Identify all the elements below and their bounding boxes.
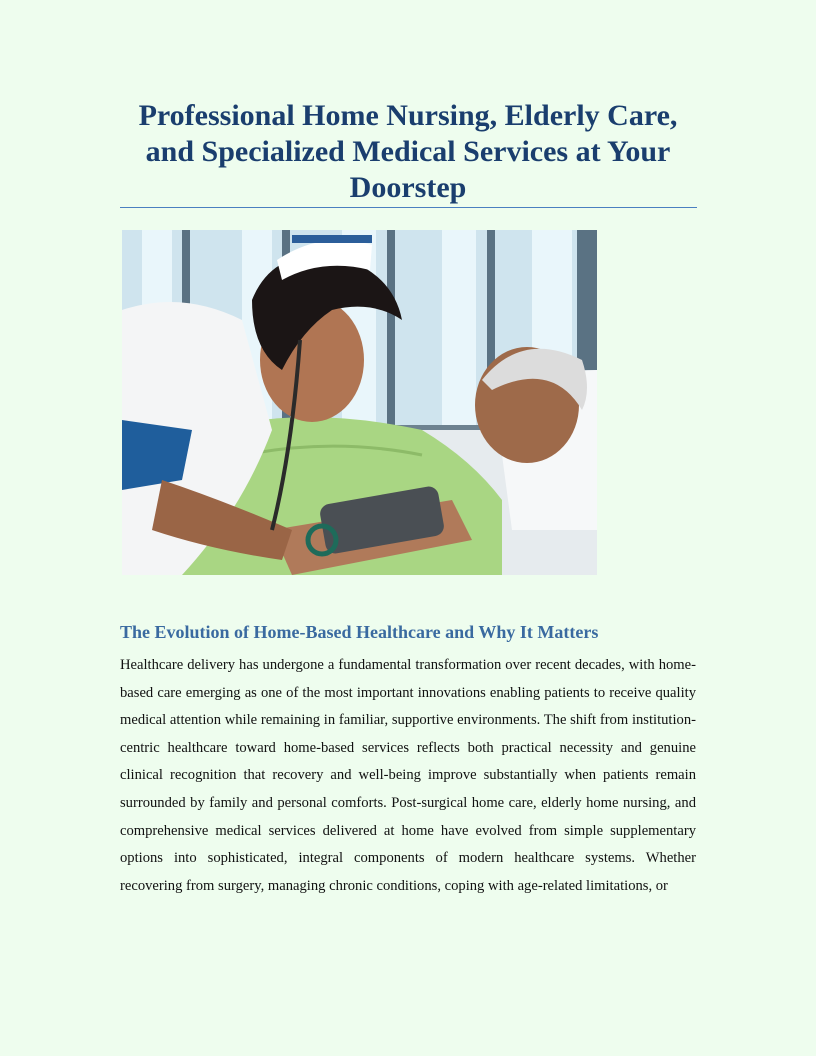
title-divider <box>120 207 697 208</box>
page-title: Professional Home Nursing, Elderly Care, and Specialized Medical Services at Your Doorstep <box>138 99 678 204</box>
nurse-patient-photo <box>122 230 597 575</box>
body-paragraph: Healthcare delivery has undergone a fundamental transformation over recent decades, with home-based care emerging as one of the most important innovations enabling patients to receive quality medical attention while remaining in familiar, supportive environments. The shift from institution-centric healthcare toward home-based services reflects both practical necessity and genuine clinical recognition that recovery and well-being improve substantially when patients remain surrounded by family and personal comforts. Post-surgical home care, elderly home nursing, and comprehensive medical services delivered at home have evolved from simple supplementary options into sophisticated, integral components of modern healthcare systems. Whether recovering from surgery, managing chronic conditions, coping with age-related limitations, or <box>120 657 696 894</box>
section-heading: The Evolution of Home-Based Healthcare and Why It Matters <box>120 622 599 642</box>
